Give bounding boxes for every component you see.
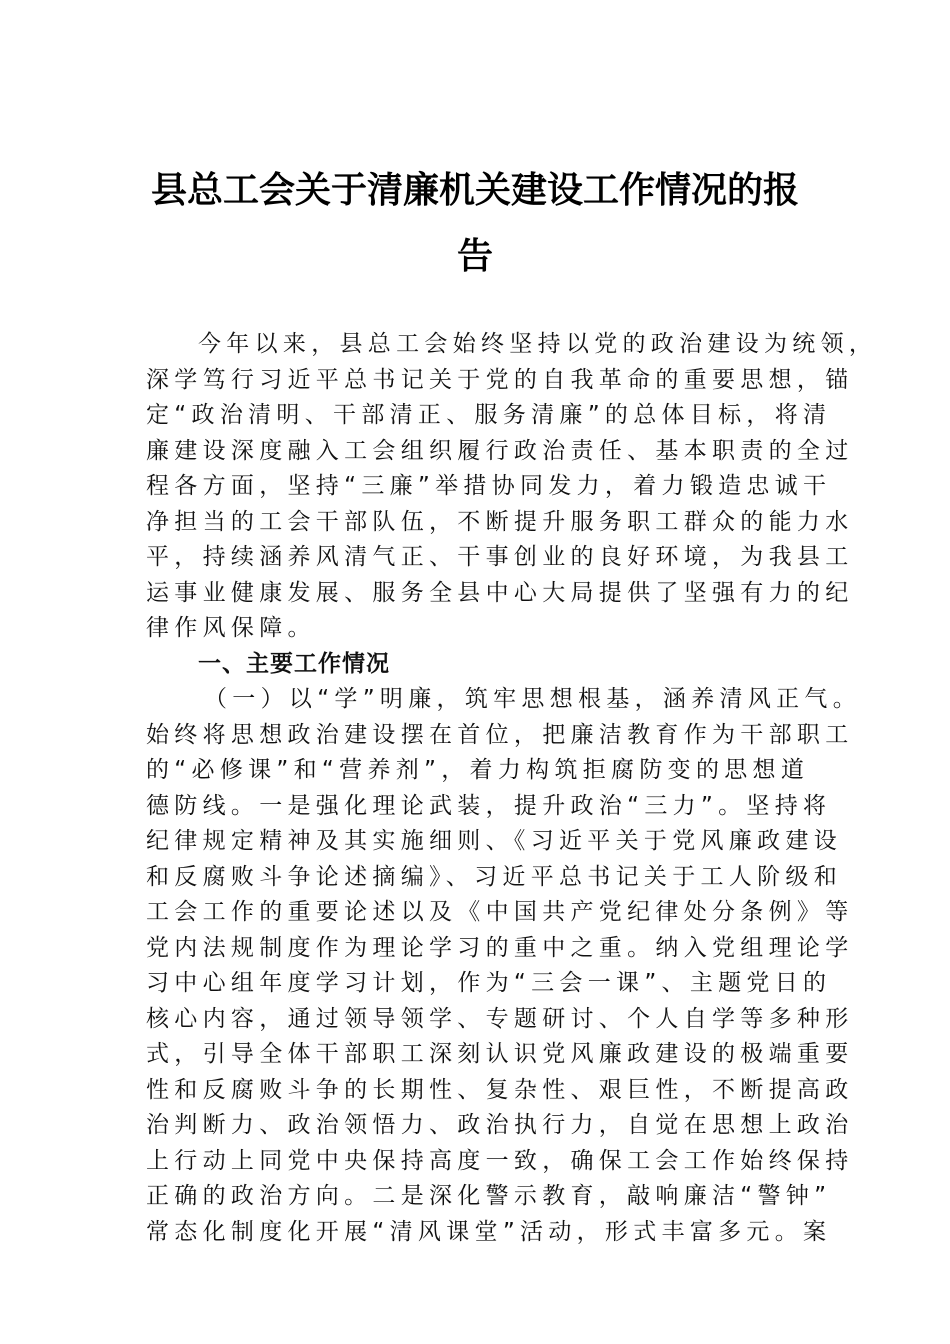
- section-1-paragraph: [146, 682, 862, 1250]
- text-line: 始终将思想政治建设摆在首位，把廉洁教育作为干部职工: [146, 721, 854, 748]
- text-line: 的“必修课”和“营养剂”，着力构筑拒腐防变的思想道: [146, 757, 810, 783]
- text-line: 净担当的工会干部队伍，不断提升服务职工群众的能力水: [146, 508, 854, 535]
- text-line: 性和反腐败斗争的长期性、复杂性、艰巨性，不断提高政: [146, 1076, 854, 1103]
- text-line: 治判断力、政治领悟力、政治执行力，自觉在思想上政治: [146, 1112, 854, 1138]
- text-line: 深学笃行习近平总书记关于党的自我革命的重要思想，锚: [146, 366, 854, 393]
- text-line: 常态化制度化开展“清风课堂”活动，形式丰富多元。案: [146, 1218, 832, 1245]
- document-title-line-2: 告: [456, 235, 493, 277]
- text-line: 上行动上同党中央保持高度一致，确保工会工作始终保持: [146, 1147, 854, 1174]
- text-line: 习中心组年度学习计划，作为“三会一课”、主题党日的: [146, 970, 832, 996]
- text-line: 党内法规制度作为理论学习的重中之重。纳入党组理论学: [146, 934, 854, 961]
- document-body: [146, 327, 878, 1250]
- text-line: 定“政治清明、干部清正、服务清廉”的总体目标，将清: [146, 402, 832, 428]
- document-title-line-1: 县总工会关于清廉机关建设工作情况的报: [150, 169, 799, 211]
- text-line: 廉建设深度融入工会组织履行政治责任、基本职责的全过: [146, 437, 854, 464]
- section-heading: 一、主要工作情况: [198, 650, 390, 677]
- text-line: 式，引导全体干部职工深刻认识党风廉政建设的极端重要: [146, 1041, 854, 1067]
- text-line: 运事业健康发展、服务全县中心大局提供了坚强有力的纪: [146, 579, 854, 606]
- text-line: 平，持续涵养风清气正、干事创业的良好环境，为我县工: [146, 544, 854, 570]
- text-line: 程各方面，坚持“三廉”举措协同发力，着力锻造忠诚干: [146, 473, 832, 499]
- text-line: 德防线。一是强化理论武装，提升政治“三力”。坚持将: [146, 792, 832, 819]
- text-line: 今年以来，县总工会始终坚持以党的政治建设为统领，: [198, 331, 878, 357]
- subsection-heading-line: （一）以“学”明廉，筑牢思想根基，涵养清风正气。: [204, 686, 862, 712]
- text-line: 纪律规定精神及其实施细则、《习近平关于党风廉政建设: [146, 828, 842, 854]
- text-line: 核心内容，通过领导领学、专题研讨、个人自学等多种形: [146, 1005, 854, 1032]
- text-line: 和反腐败斗争论述摘编》、习近平总书记关于工人阶级和: [146, 863, 842, 890]
- intro-paragraph: [146, 327, 878, 647]
- text-line: 工会工作的重要论述以及《中国共产党纪律处分条例》等: [146, 899, 854, 925]
- text-line: 正确的政治方向。二是深化警示教育，敲响廉洁“警钟”: [146, 1183, 832, 1209]
- text-line: 律作风保障。: [146, 615, 316, 641]
